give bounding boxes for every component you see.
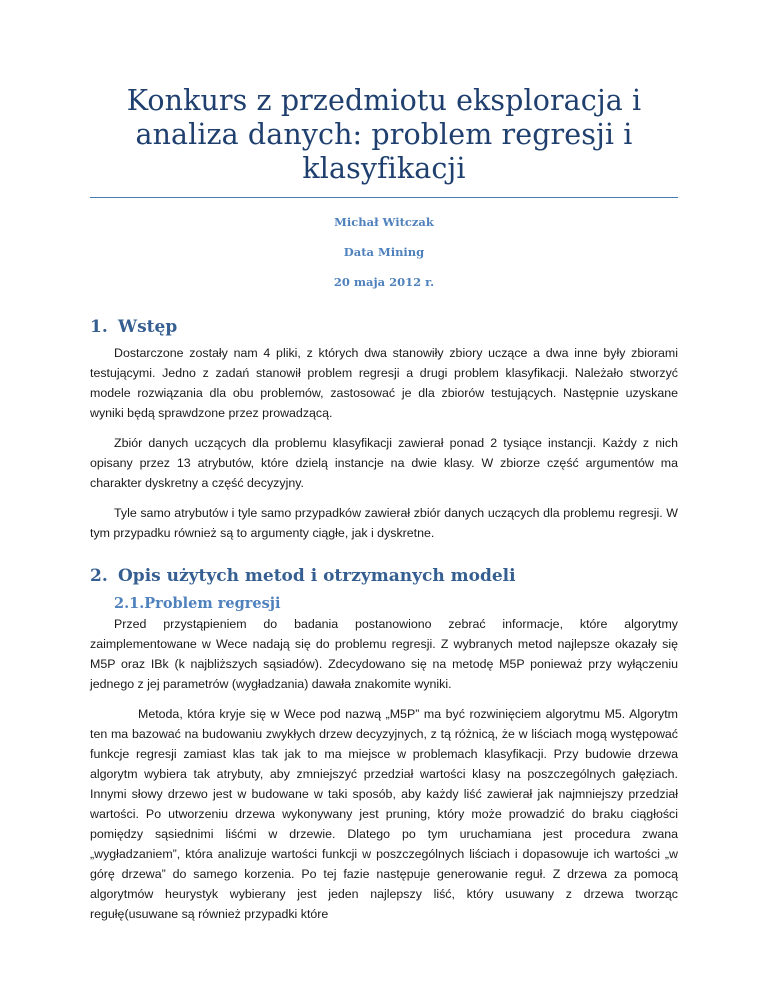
course-name: Data Mining bbox=[343, 245, 425, 259]
author-name: Michał Witczak bbox=[334, 215, 434, 229]
paragraph: Przed przystąpieniem do badania postanowiono zebrać informacje, które algorytmy zaimplementowane w Wece nadają się do problemu regresji. Z wybranych metod najlepsze okazały się M5P oraz IBk (k najbliższych sąsiadów). Zdecydowano się na metodę M5P ponieważ przy wyłączeniu jednego z jej parametrów (wygładzania) dawała znakomite wyniki. bbox=[90, 617, 678, 691]
paragraph: Tyle samo atrybutów i tyle samo przypadków zawierał zbiór danych uczących dla problemu regresji. W tym przypadku również są to argumenty ciągłe, jak i dyskretne. bbox=[90, 506, 678, 540]
paragraph: Dostarczone zostały nam 4 pliki, z których dwa stanowiły zbiory uczące a dwa inne były zbiorami testującymi. Jedno z zadań stanowił problem regresji a drugi problem klasyfikacji. Należało stworzyć modele rozwiązania dla obu problemów, zastosować je dla zbiorów testujących. Następnie uzyskane wyniki będą sprawdzone przez prowadzącą. bbox=[90, 346, 678, 420]
section-number: 1. bbox=[90, 317, 108, 337]
section-heading-2 bbox=[90, 566, 516, 586]
paragraph: Zbiór danych uczących dla problemu klasyfikacji zawierał ponad 2 tysiące instancji. Każdy z nich opisany przez 13 atrybutów, które dzielą instancje na dwie klasy. W zbiorze część argumentów ma charakter dyskretny a część decyzyjny. bbox=[90, 436, 678, 490]
section-title: Opis użytych metod i otrzymanych modeli bbox=[118, 566, 516, 586]
paragraph: Metoda, która kryje się w Wece pod nazwą „M5P” ma być rozwinięciem algorytmu M5. Algorytm ten ma bazować na budowaniu zwykłych drzew decyzyjnych, z tą różnicą, że w liściach mogą występować funkcje regresji zamiast klas tak jak to ma miejsce w problemach klasyfikacji. Przy budowie drzewa algorytm wybiera tak atrybuty, aby zmniejszyć przedział wartości klasy na poszczególnych gałęziach. Innymi słowy drzewo jest w budowane w taki sposób, aby każdy liść zawierał jak najmniejszy przedział wartości. Po utworzeniu drzewa wykonywany jest pruning, który może prowadzić do braku ciągłości pomiędzy sąsiednimi liśćmi w drzewie. Dlatego po tym uruchamiana jest procedura zwana „wygładzaniem”, która analizuje wartości funkcji w poszczególnych liściach i dopasowuje ich wartości „w górę drzewa” do samego korzenia. Po tej fazie następuje generowanie reguł. Z drzewa za pomocą algorytmów heurystyk wybierany jest jeden najlepszy liść, który usuwany z drzewa tworząc regułę(usuwane są również przypadki które bbox=[90, 707, 678, 921]
document-date: 20 maja 2012 r. bbox=[333, 275, 435, 289]
title-divider bbox=[90, 197, 678, 198]
section-title: Wstęp bbox=[118, 317, 178, 337]
section-heading-1 bbox=[90, 317, 177, 337]
section-number: 2. bbox=[90, 566, 108, 586]
subsection-heading-2-1: 2.1.Problem regresji bbox=[114, 595, 281, 612]
document-title: Konkurs z przedmiotu eksploracja i analiza danych: problem regresji i klasyfikacji bbox=[126, 84, 642, 185]
